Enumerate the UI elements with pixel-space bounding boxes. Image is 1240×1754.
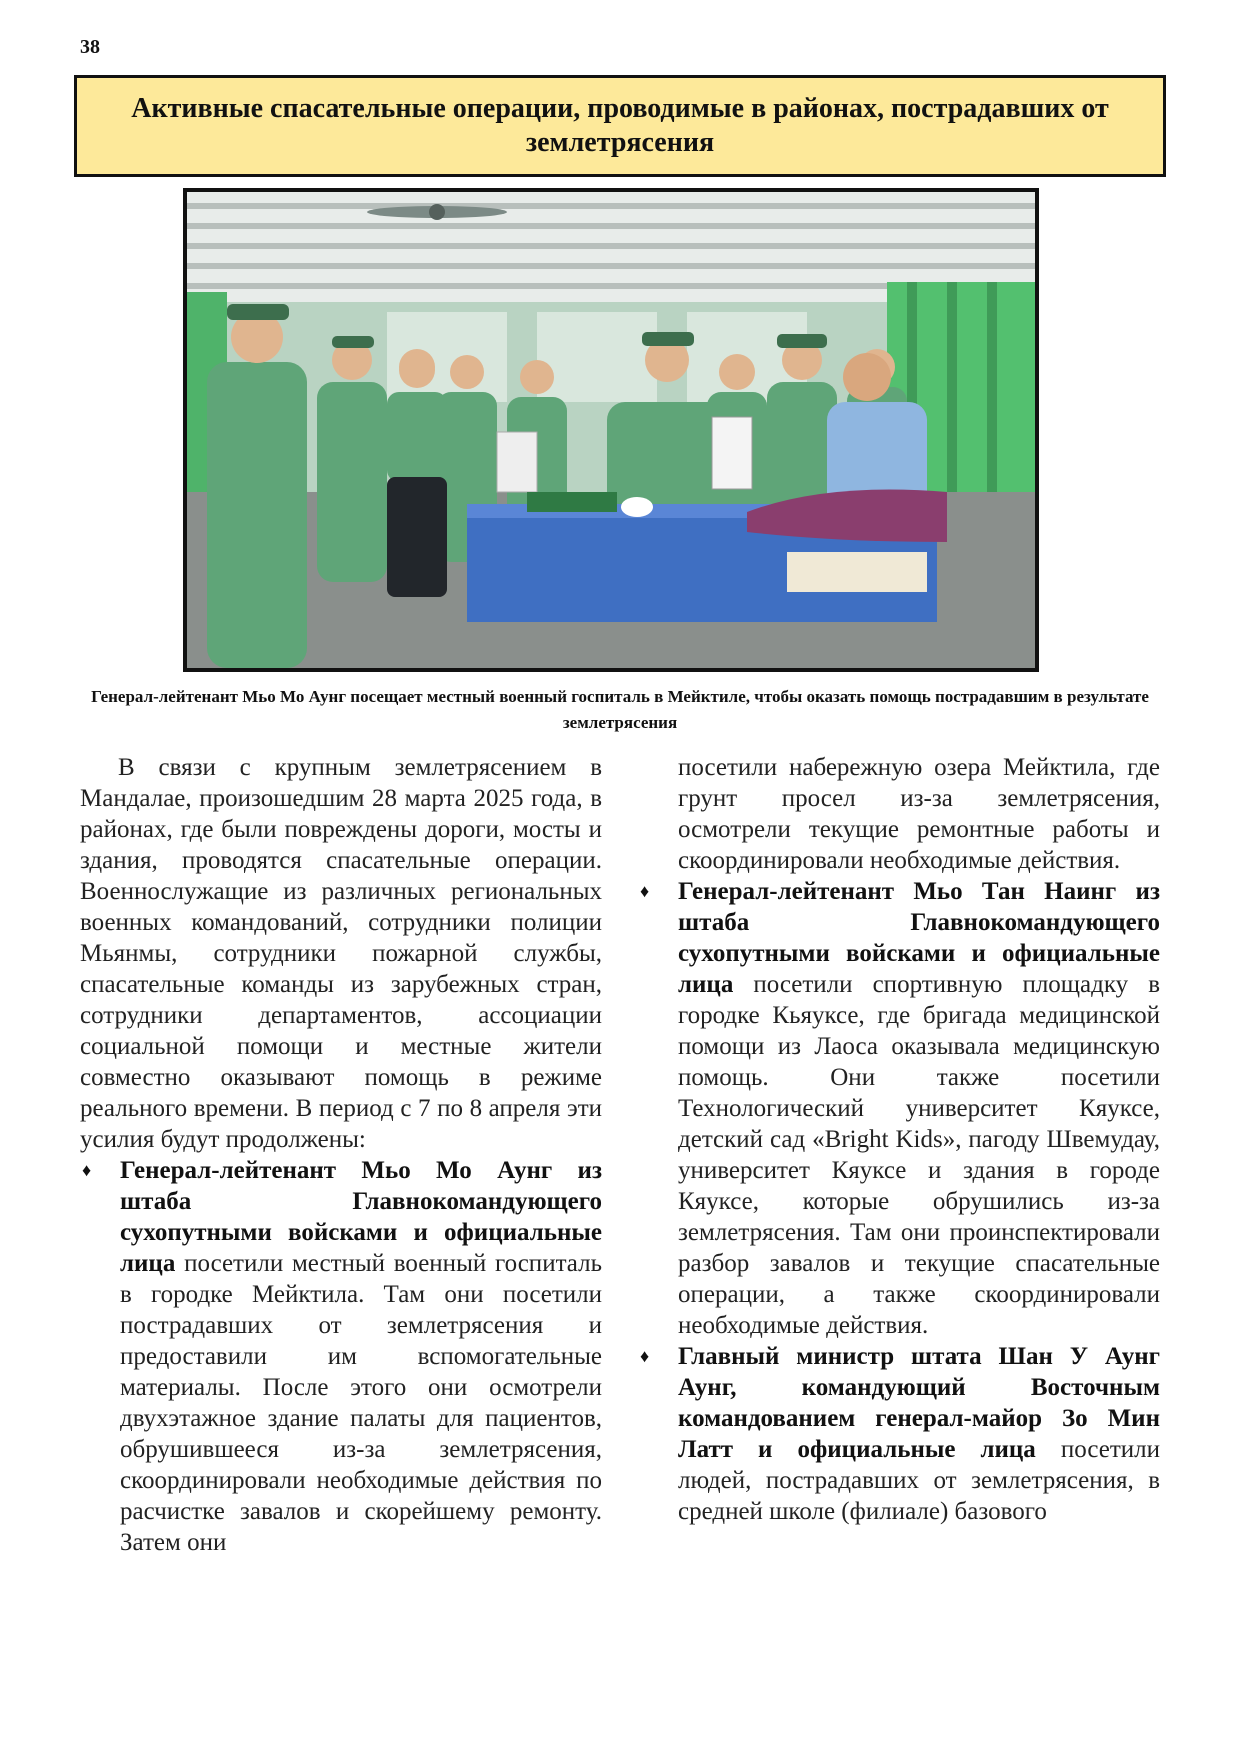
bullet-1-continuation: посетили набережную озера Мейктила, где грунт просел из-за землетрясения, осмотрели текущие ремонтные работы и скоординировали необходимые действия. bbox=[678, 754, 1160, 874]
bullet-item-1 bbox=[80, 1155, 602, 1558]
intro-paragraph: В связи с крупным землетрясением в Мандалае, произошедшим 28 марта 2025 года, в районах, где были повреждены дороги, мосты и здания, проводятся спасательные операции. Военнослужащие из различных региональных военных командований, сотрудники полиции Мьянмы, сотрудники пожарной службы, спасательные команды из зарубежных стран, сотрудники департаментов, ассоциации социальной помощи и местные жители совместно оказывают помощь в режиме реального времени. В период с 7 по 8 апреля эти усилия будут продолжены: bbox=[80, 754, 602, 1153]
left-column bbox=[80, 752, 602, 1558]
right-column bbox=[638, 752, 1160, 1527]
article-title: Активные спасательные операции, проводимые в районах, пострадавших от землетрясения bbox=[131, 93, 1109, 158]
hospital-visit-photo-icon bbox=[187, 192, 1035, 668]
photo-caption: Генерал-лейтенант Мьо Мо Аунг посещает местный военный госпиталь в Мейктиле, чтобы оказать помощь пострадавшим в результате землетрясения bbox=[91, 687, 1149, 732]
page-number: 38 bbox=[80, 36, 100, 58]
bullet-1-bold: Генерал-лейтенант Мьо Мо Аунг из штаба Главнокомандующего сухопутными войсками и официальные лица bbox=[120, 1157, 602, 1277]
article-photo bbox=[183, 188, 1039, 672]
bullet-item-2 bbox=[638, 876, 1160, 1341]
bullet-1-text: посетили местный военный госпиталь в городке Мейктила. Там они посетили пострадавших от землетрясения и предоставили им вспомогательные материалы. После этого они осмотрели двухэтажное здание палаты для пациентов, обрушившееся из-за землетрясения, скоординировали необходимые действия по расчистке завалов и скорейшему ремонту. Затем они bbox=[120, 1250, 602, 1556]
bullet-item-3 bbox=[638, 1341, 1160, 1527]
bullet-2-bold: Генерал-лейтенант Мьо Тан Наинг из штаба Главнокомандующего сухопутными войсками и официальные лица bbox=[678, 878, 1160, 998]
bullet-3-text: посетили людей, пострадавших от землетрясения, в средней школе (филиале) базового bbox=[678, 1436, 1160, 1525]
bullet-2-text: посетили спортивную площадку в городке Кьяуксе, где бригада медицинской помощи из Лаоса оказывала медицинскую помощь. Они также посетили Технологический университет Кяуксе, детский сад «Bright Kids», пагоду Швемудау, университет Кяуксе и здания в городе Кяуксе, которые обрушились из-за землетрясения. Там они проинспектировали разбор завалов и текущие спасательные операции, а также скоординировали необходимые действия. bbox=[678, 971, 1160, 1339]
bullet-3-bold: Главный министр штата Шан У Аунг Аунг, командующий Восточным командованием генерал-майор Зо Мин Латт и официальные лица bbox=[678, 1343, 1160, 1463]
article-title-box bbox=[74, 75, 1166, 177]
